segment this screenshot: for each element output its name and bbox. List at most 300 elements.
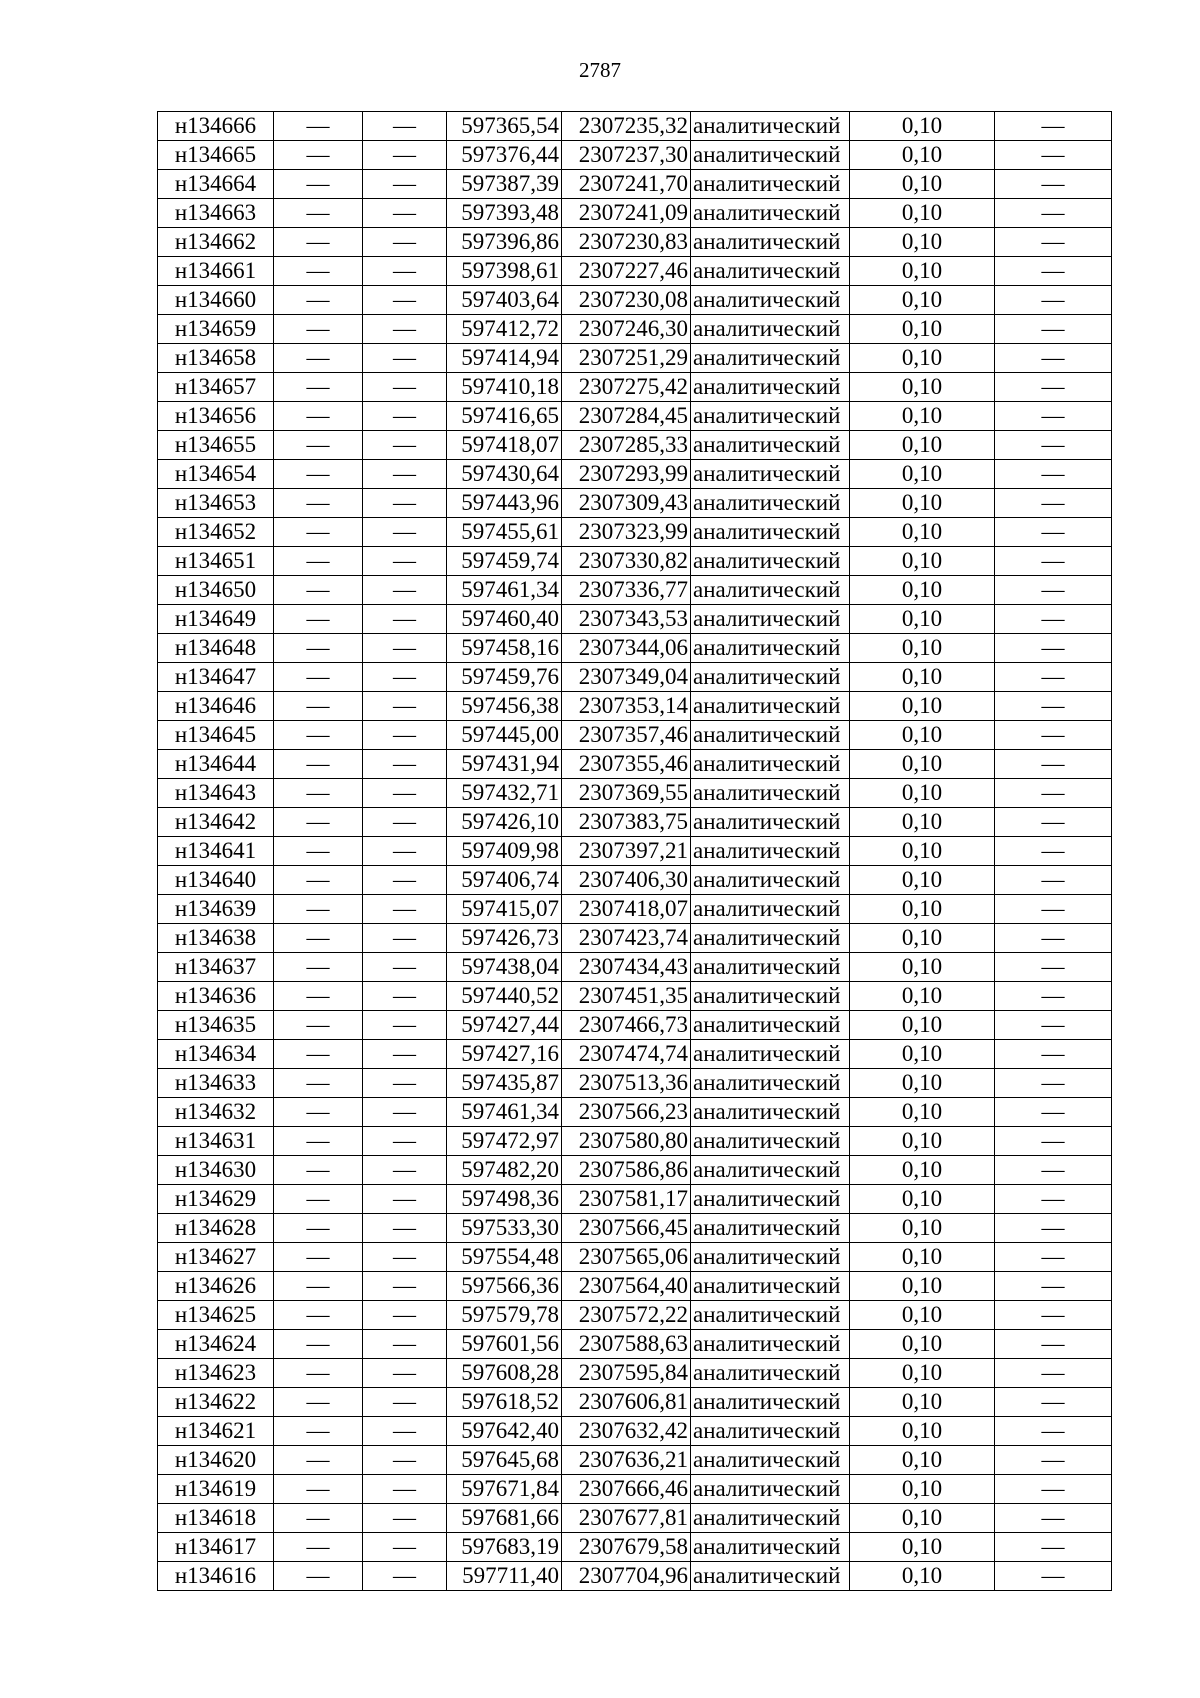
x-coordinate-cell: 597396,86 [447, 228, 562, 257]
table-row [158, 286, 1112, 315]
point-name-cell: н134657 [158, 373, 274, 402]
empty-value-cell: — [274, 1185, 363, 1214]
method-cell: аналитический [691, 489, 850, 518]
empty-value-cell: — [363, 1533, 447, 1562]
empty-value-cell: — [363, 1127, 447, 1156]
method-cell: аналитический [691, 1330, 850, 1359]
accuracy-cell: 0,10 [850, 866, 995, 895]
x-coordinate-cell: 597645,68 [447, 1446, 562, 1475]
x-coordinate-cell: 597458,16 [447, 634, 562, 663]
table-row [158, 953, 1112, 982]
empty-value-cell: — [274, 518, 363, 547]
accuracy-cell: 0,10 [850, 1504, 995, 1533]
empty-value-cell: — [995, 1011, 1112, 1040]
accuracy-cell: 0,10 [850, 547, 995, 576]
empty-value-cell: — [274, 866, 363, 895]
empty-value-cell: — [274, 837, 363, 866]
y-coordinate-cell: 2307666,46 [562, 1475, 691, 1504]
empty-value-cell: — [363, 1301, 447, 1330]
method-cell: аналитический [691, 837, 850, 866]
table-row [158, 634, 1112, 663]
table-row [158, 924, 1112, 953]
empty-value-cell: — [995, 837, 1112, 866]
empty-value-cell: — [995, 1475, 1112, 1504]
empty-value-cell: — [995, 199, 1112, 228]
point-name-cell: н134642 [158, 808, 274, 837]
table-row [158, 895, 1112, 924]
empty-value-cell: — [363, 1185, 447, 1214]
accuracy-cell: 0,10 [850, 837, 995, 866]
point-name-cell: н134651 [158, 547, 274, 576]
x-coordinate-cell: 597445,00 [447, 721, 562, 750]
empty-value-cell: — [995, 344, 1112, 373]
empty-value-cell: — [274, 1388, 363, 1417]
method-cell: аналитический [691, 1069, 850, 1098]
empty-value-cell: — [363, 228, 447, 257]
method-cell: аналитический [691, 721, 850, 750]
y-coordinate-cell: 2307369,55 [562, 779, 691, 808]
y-coordinate-cell: 2307275,42 [562, 373, 691, 402]
point-name-cell: н134633 [158, 1069, 274, 1098]
y-coordinate-cell: 2307418,07 [562, 895, 691, 924]
x-coordinate-cell: 597533,30 [447, 1214, 562, 1243]
empty-value-cell: — [363, 721, 447, 750]
y-coordinate-cell: 2307474,74 [562, 1040, 691, 1069]
empty-value-cell: — [274, 199, 363, 228]
accuracy-cell: 0,10 [850, 518, 995, 547]
method-cell: аналитический [691, 866, 850, 895]
accuracy-cell: 0,10 [850, 373, 995, 402]
y-coordinate-cell: 2307251,29 [562, 344, 691, 373]
accuracy-cell: 0,10 [850, 982, 995, 1011]
method-cell: аналитический [691, 1214, 850, 1243]
empty-value-cell: — [995, 1562, 1112, 1591]
table-row [158, 1330, 1112, 1359]
x-coordinate-cell: 597498,36 [447, 1185, 562, 1214]
y-coordinate-cell: 2307235,32 [562, 112, 691, 141]
empty-value-cell: — [274, 431, 363, 460]
point-name-cell: н134638 [158, 924, 274, 953]
empty-value-cell: — [363, 779, 447, 808]
table-row [158, 228, 1112, 257]
method-cell: аналитический [691, 1301, 850, 1330]
accuracy-cell: 0,10 [850, 1127, 995, 1156]
empty-value-cell: — [363, 982, 447, 1011]
empty-value-cell: — [274, 1127, 363, 1156]
empty-value-cell: — [363, 1272, 447, 1301]
accuracy-cell: 0,10 [850, 344, 995, 373]
empty-value-cell: — [363, 1098, 447, 1127]
empty-value-cell: — [274, 721, 363, 750]
empty-value-cell: — [274, 1214, 363, 1243]
empty-value-cell: — [995, 692, 1112, 721]
point-name-cell: н134621 [158, 1417, 274, 1446]
x-coordinate-cell: 597387,39 [447, 170, 562, 199]
empty-value-cell: — [363, 315, 447, 344]
empty-value-cell: — [274, 402, 363, 431]
x-coordinate-cell: 597440,52 [447, 982, 562, 1011]
method-cell: аналитический [691, 1388, 850, 1417]
empty-value-cell: — [274, 634, 363, 663]
y-coordinate-cell: 2307572,22 [562, 1301, 691, 1330]
point-name-cell: н134663 [158, 199, 274, 228]
empty-value-cell: — [363, 750, 447, 779]
table-row [158, 605, 1112, 634]
point-name-cell: н134646 [158, 692, 274, 721]
method-cell: аналитический [691, 605, 850, 634]
method-cell: аналитический [691, 286, 850, 315]
empty-value-cell: — [363, 953, 447, 982]
empty-value-cell: — [995, 1040, 1112, 1069]
x-coordinate-cell: 597426,73 [447, 924, 562, 953]
x-coordinate-cell: 597456,38 [447, 692, 562, 721]
y-coordinate-cell: 2307230,83 [562, 228, 691, 257]
empty-value-cell: — [274, 779, 363, 808]
point-name-cell: н134640 [158, 866, 274, 895]
accuracy-cell: 0,10 [850, 1562, 995, 1591]
accuracy-cell: 0,10 [850, 1533, 995, 1562]
y-coordinate-cell: 2307581,17 [562, 1185, 691, 1214]
empty-value-cell: — [274, 315, 363, 344]
empty-value-cell: — [363, 257, 447, 286]
point-name-cell: н134644 [158, 750, 274, 779]
method-cell: аналитический [691, 141, 850, 170]
empty-value-cell: — [995, 982, 1112, 1011]
point-name-cell: н134635 [158, 1011, 274, 1040]
y-coordinate-cell: 2307434,43 [562, 953, 691, 982]
x-coordinate-cell: 597566,36 [447, 1272, 562, 1301]
y-coordinate-cell: 2307357,46 [562, 721, 691, 750]
y-coordinate-cell: 2307513,36 [562, 1069, 691, 1098]
empty-value-cell: — [274, 141, 363, 170]
x-coordinate-cell: 597427,44 [447, 1011, 562, 1040]
point-name-cell: н134630 [158, 1156, 274, 1185]
y-coordinate-cell: 2307330,82 [562, 547, 691, 576]
method-cell: аналитический [691, 576, 850, 605]
empty-value-cell: — [274, 286, 363, 315]
table-row [158, 1069, 1112, 1098]
empty-value-cell: — [995, 373, 1112, 402]
accuracy-cell: 0,10 [850, 1040, 995, 1069]
table-row [158, 1562, 1112, 1591]
empty-value-cell: — [274, 1301, 363, 1330]
x-coordinate-cell: 597683,19 [447, 1533, 562, 1562]
accuracy-cell: 0,10 [850, 1417, 995, 1446]
point-name-cell: н134643 [158, 779, 274, 808]
point-name-cell: н134654 [158, 460, 274, 489]
accuracy-cell: 0,10 [850, 112, 995, 141]
table-row [158, 837, 1112, 866]
x-coordinate-cell: 597427,16 [447, 1040, 562, 1069]
point-name-cell: н134627 [158, 1243, 274, 1272]
method-cell: аналитический [691, 228, 850, 257]
empty-value-cell: — [995, 1156, 1112, 1185]
y-coordinate-cell: 2307677,81 [562, 1504, 691, 1533]
method-cell: аналитический [691, 1185, 850, 1214]
table-row [158, 1301, 1112, 1330]
empty-value-cell: — [995, 1243, 1112, 1272]
point-name-cell: н134639 [158, 895, 274, 924]
method-cell: аналитический [691, 895, 850, 924]
empty-value-cell: — [363, 1243, 447, 1272]
table-row [158, 1417, 1112, 1446]
table-row [158, 402, 1112, 431]
point-name-cell: н134622 [158, 1388, 274, 1417]
empty-value-cell: — [995, 1504, 1112, 1533]
empty-value-cell: — [363, 199, 447, 228]
empty-value-cell: — [995, 895, 1112, 924]
x-coordinate-cell: 597455,61 [447, 518, 562, 547]
empty-value-cell: — [363, 518, 447, 547]
empty-value-cell: — [274, 112, 363, 141]
y-coordinate-cell: 2307241,09 [562, 199, 691, 228]
y-coordinate-cell: 2307564,40 [562, 1272, 691, 1301]
table-row [158, 663, 1112, 692]
x-coordinate-cell: 597482,20 [447, 1156, 562, 1185]
empty-value-cell: — [995, 1214, 1112, 1243]
table-row [158, 1359, 1112, 1388]
y-coordinate-cell: 2307397,21 [562, 837, 691, 866]
table-row [158, 1127, 1112, 1156]
empty-value-cell: — [995, 750, 1112, 779]
point-name-cell: н134666 [158, 112, 274, 141]
y-coordinate-cell: 2307293,99 [562, 460, 691, 489]
empty-value-cell: — [274, 344, 363, 373]
method-cell: аналитический [691, 1156, 850, 1185]
empty-value-cell: — [363, 808, 447, 837]
empty-value-cell: — [995, 924, 1112, 953]
empty-value-cell: — [995, 634, 1112, 663]
point-name-cell: н134655 [158, 431, 274, 460]
method-cell: аналитический [691, 1475, 850, 1504]
empty-value-cell: — [363, 692, 447, 721]
empty-value-cell: — [363, 1475, 447, 1504]
accuracy-cell: 0,10 [850, 141, 995, 170]
empty-value-cell: — [995, 170, 1112, 199]
x-coordinate-cell: 597432,71 [447, 779, 562, 808]
empty-value-cell: — [995, 1127, 1112, 1156]
point-name-cell: н134660 [158, 286, 274, 315]
method-cell: аналитический [691, 112, 850, 141]
x-coordinate-cell: 597618,52 [447, 1388, 562, 1417]
point-name-cell: н134645 [158, 721, 274, 750]
point-name-cell: н134665 [158, 141, 274, 170]
empty-value-cell: — [363, 1069, 447, 1098]
empty-value-cell: — [995, 953, 1112, 982]
accuracy-cell: 0,10 [850, 663, 995, 692]
accuracy-cell: 0,10 [850, 170, 995, 199]
empty-value-cell: — [995, 1533, 1112, 1562]
empty-value-cell: — [995, 779, 1112, 808]
empty-value-cell: — [363, 141, 447, 170]
y-coordinate-cell: 2307566,45 [562, 1214, 691, 1243]
empty-value-cell: — [274, 170, 363, 199]
empty-value-cell: — [363, 1446, 447, 1475]
empty-value-cell: — [995, 1388, 1112, 1417]
table-row [158, 808, 1112, 837]
empty-value-cell: — [274, 605, 363, 634]
y-coordinate-cell: 2307237,30 [562, 141, 691, 170]
point-name-cell: н134662 [158, 228, 274, 257]
point-name-cell: н134632 [158, 1098, 274, 1127]
table-row [158, 112, 1112, 141]
table-row [158, 460, 1112, 489]
empty-value-cell: — [274, 489, 363, 518]
accuracy-cell: 0,10 [850, 257, 995, 286]
point-name-cell: н134649 [158, 605, 274, 634]
table-row [158, 199, 1112, 228]
table-row [158, 1504, 1112, 1533]
y-coordinate-cell: 2307383,75 [562, 808, 691, 837]
empty-value-cell: — [363, 1011, 447, 1040]
empty-value-cell: — [995, 402, 1112, 431]
x-coordinate-cell: 597409,98 [447, 837, 562, 866]
y-coordinate-cell: 2307227,46 [562, 257, 691, 286]
point-name-cell: н134650 [158, 576, 274, 605]
point-name-cell: н134628 [158, 1214, 274, 1243]
empty-value-cell: — [995, 1359, 1112, 1388]
method-cell: аналитический [691, 170, 850, 199]
y-coordinate-cell: 2307343,53 [562, 605, 691, 634]
y-coordinate-cell: 2307632,42 [562, 1417, 691, 1446]
y-coordinate-cell: 2307704,96 [562, 1562, 691, 1591]
point-name-cell: н134653 [158, 489, 274, 518]
x-coordinate-cell: 597403,64 [447, 286, 562, 315]
accuracy-cell: 0,10 [850, 1069, 995, 1098]
empty-value-cell: — [274, 257, 363, 286]
empty-value-cell: — [274, 953, 363, 982]
x-coordinate-cell: 597410,18 [447, 373, 562, 402]
y-coordinate-cell: 2307353,14 [562, 692, 691, 721]
x-coordinate-cell: 597418,07 [447, 431, 562, 460]
x-coordinate-cell: 597426,10 [447, 808, 562, 837]
empty-value-cell: — [995, 808, 1112, 837]
y-coordinate-cell: 2307636,21 [562, 1446, 691, 1475]
table-row [158, 1388, 1112, 1417]
empty-value-cell: — [995, 257, 1112, 286]
x-coordinate-cell: 597415,07 [447, 895, 562, 924]
empty-value-cell: — [363, 576, 447, 605]
empty-value-cell: — [995, 1301, 1112, 1330]
table-row [158, 1272, 1112, 1301]
method-cell: аналитический [691, 663, 850, 692]
empty-value-cell: — [363, 663, 447, 692]
x-coordinate-cell: 597460,40 [447, 605, 562, 634]
method-cell: аналитический [691, 808, 850, 837]
empty-value-cell: — [363, 170, 447, 199]
y-coordinate-cell: 2307565,06 [562, 1243, 691, 1272]
method-cell: аналитический [691, 1446, 850, 1475]
x-coordinate-cell: 597642,40 [447, 1417, 562, 1446]
empty-value-cell: — [274, 373, 363, 402]
empty-value-cell: — [363, 605, 447, 634]
accuracy-cell: 0,10 [850, 1475, 995, 1504]
empty-value-cell: — [995, 1185, 1112, 1214]
empty-value-cell: — [363, 1156, 447, 1185]
coordinates-table [157, 111, 1112, 1591]
table-row [158, 344, 1112, 373]
table-row [158, 721, 1112, 750]
method-cell: аналитический [691, 460, 850, 489]
empty-value-cell: — [363, 866, 447, 895]
accuracy-cell: 0,10 [850, 1185, 995, 1214]
point-name-cell: н134625 [158, 1301, 274, 1330]
x-coordinate-cell: 597376,44 [447, 141, 562, 170]
x-coordinate-cell: 597438,04 [447, 953, 562, 982]
table-row [158, 692, 1112, 721]
empty-value-cell: — [363, 112, 447, 141]
point-name-cell: н134648 [158, 634, 274, 663]
empty-value-cell: — [363, 460, 447, 489]
x-coordinate-cell: 597681,66 [447, 1504, 562, 1533]
empty-value-cell: — [995, 1098, 1112, 1127]
table-row [158, 1040, 1112, 1069]
table-row [158, 1156, 1112, 1185]
accuracy-cell: 0,10 [850, 460, 995, 489]
empty-value-cell: — [363, 634, 447, 663]
empty-value-cell: — [274, 895, 363, 924]
empty-value-cell: — [363, 1417, 447, 1446]
accuracy-cell: 0,10 [850, 1098, 995, 1127]
empty-value-cell: — [363, 1504, 447, 1533]
accuracy-cell: 0,10 [850, 402, 995, 431]
table-row [158, 1011, 1112, 1040]
point-name-cell: н134661 [158, 257, 274, 286]
table-row [158, 547, 1112, 576]
table-row [158, 1098, 1112, 1127]
y-coordinate-cell: 2307230,08 [562, 286, 691, 315]
empty-value-cell: — [274, 1069, 363, 1098]
x-coordinate-cell: 597608,28 [447, 1359, 562, 1388]
method-cell: аналитический [691, 431, 850, 460]
accuracy-cell: 0,10 [850, 779, 995, 808]
point-name-cell: н134620 [158, 1446, 274, 1475]
point-name-cell: н134634 [158, 1040, 274, 1069]
method-cell: аналитический [691, 1098, 850, 1127]
empty-value-cell: — [274, 1446, 363, 1475]
method-cell: аналитический [691, 547, 850, 576]
x-coordinate-cell: 597406,74 [447, 866, 562, 895]
empty-value-cell: — [274, 228, 363, 257]
method-cell: аналитический [691, 1127, 850, 1156]
table-row [158, 1185, 1112, 1214]
y-coordinate-cell: 2307406,30 [562, 866, 691, 895]
point-name-cell: н134619 [158, 1475, 274, 1504]
x-coordinate-cell: 597416,65 [447, 402, 562, 431]
empty-value-cell: — [363, 1040, 447, 1069]
empty-value-cell: — [363, 1214, 447, 1243]
empty-value-cell: — [274, 924, 363, 953]
method-cell: аналитический [691, 1417, 850, 1446]
x-coordinate-cell: 597459,74 [447, 547, 562, 576]
accuracy-cell: 0,10 [850, 1446, 995, 1475]
method-cell: аналитический [691, 634, 850, 663]
method-cell: аналитический [691, 692, 850, 721]
y-coordinate-cell: 2307349,04 [562, 663, 691, 692]
x-coordinate-cell: 597461,34 [447, 576, 562, 605]
empty-value-cell: — [995, 1446, 1112, 1475]
point-name-cell: н134647 [158, 663, 274, 692]
x-coordinate-cell: 597472,97 [447, 1127, 562, 1156]
empty-value-cell: — [274, 1359, 363, 1388]
y-coordinate-cell: 2307336,77 [562, 576, 691, 605]
table-row [158, 315, 1112, 344]
point-name-cell: н134623 [158, 1359, 274, 1388]
method-cell: аналитический [691, 1243, 850, 1272]
x-coordinate-cell: 597461,34 [447, 1098, 562, 1127]
page-number: 2787 [579, 58, 621, 82]
y-coordinate-cell: 2307566,23 [562, 1098, 691, 1127]
